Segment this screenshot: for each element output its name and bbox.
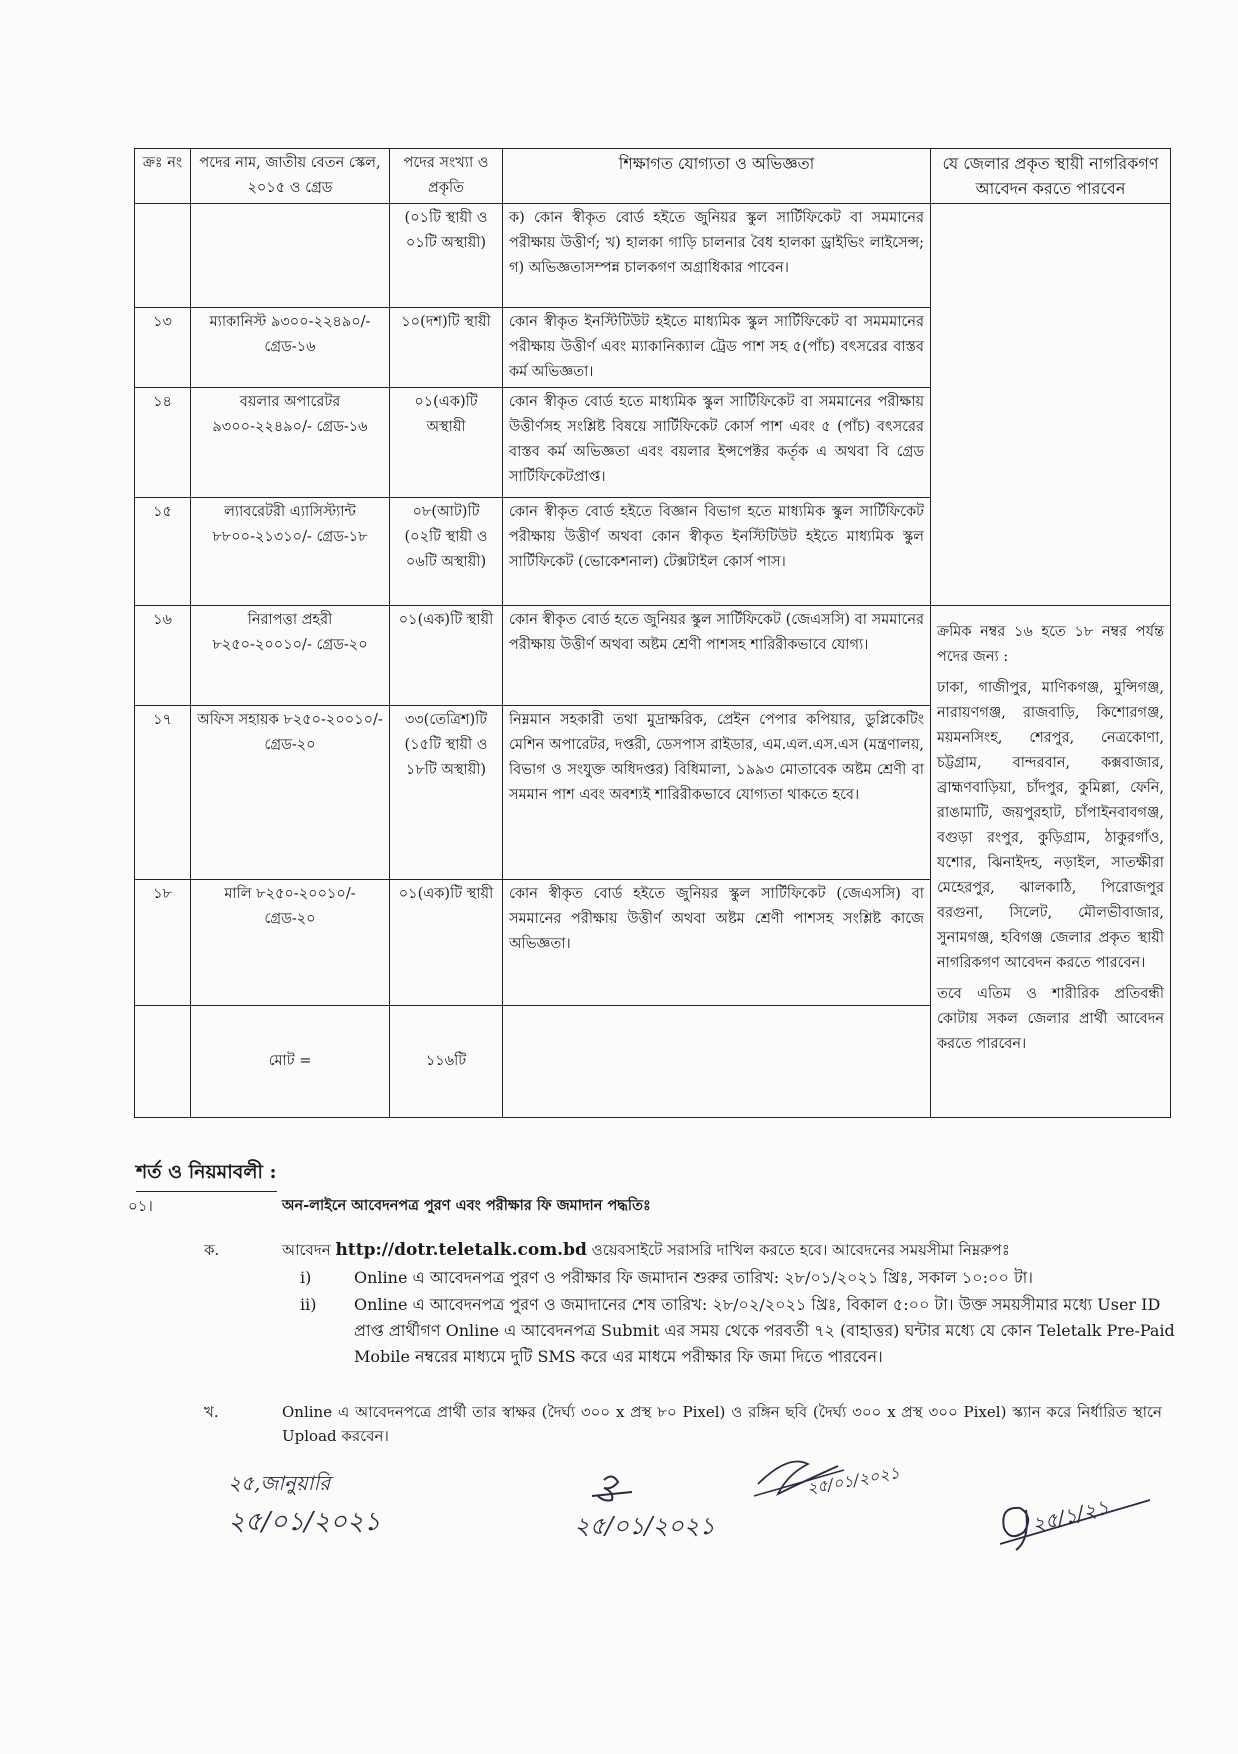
row-post bbox=[191, 204, 390, 308]
ka-suffix: ওয়েবসাইটে সরাসরি দাখিল করতে হবে। আবেদনের সময়সীমা নিম্নরুপঃ bbox=[591, 1241, 1010, 1259]
ka-text bbox=[282, 1238, 1162, 1262]
kha-mark: খ. bbox=[204, 1403, 219, 1421]
row-qualification: কোন স্বীকৃত বোর্ড হতে জুনিয়র স্কুল সার্টিফিকেট (জেএসসি) বা সমমানের পরীক্ষায় উত্তীর্ণ অথবা অষ্টম শ্রেণী পাশসহ শারিরীকভাবে যোগ্য। bbox=[503, 606, 931, 706]
table-header-row bbox=[135, 149, 1171, 204]
application-url-link[interactable]: http://dotr.teletalk.com.bd bbox=[335, 1240, 587, 1260]
signature-3 bbox=[748, 1444, 948, 1528]
header-count: পদের সংখ্যা ও প্রকৃতি bbox=[390, 149, 503, 204]
row-qualification: কোন স্বীকৃত বোর্ড হতে মাধ্যমিক স্কুল সার্টিফিকেট বা সমমানের পরীক্ষায় উত্তীর্ণসহ সংশ্লিষ্ট বিষয়ে সার্টিফিকেট কোর্স পাশ এবং ৫ (পাঁচ) বৎসরের বাস্তব কর্ম অভিজ্ঞতা এবং বয়লার ইন্সপেক্টর কর্তৃক এ অথবা বি গ্রেড সার্টিফিকেটপ্রাপ্ত। bbox=[503, 388, 931, 498]
terms-item-title: অন-লাইনে আবেদনপত্র পুরণ এবং পরীক্ষার ফি জমাদান পদ্ধতিঃ bbox=[282, 1197, 651, 1214]
header-serial: ক্রঃ নং bbox=[135, 149, 191, 204]
row-qualification: নিম্নমান সহকারী তথা মুদ্রাক্ষরিক, প্রেইন পেপার কপিয়ার, ডুপ্লিকেটিং মেশিন অপারেটর, দপ্তরী, ডেসপাস রাইডার, এম.এল.এস.এস (মন্ত্রণালয়, বিভাগ ও সংযুক্ত অধিদপ্তর) বিধিমালা, ১৯৯৩ মোতাবেক অষ্টম শ্রেণী বা সমমান পাশ এবং অবশ্যই শারিরীকভাবে যোগ্যতা থাকতে হবে। bbox=[503, 706, 931, 880]
signature-1-line-2: ২৫/০১/২০২১ bbox=[228, 1507, 381, 1537]
header-post: পদের নাম, জাতীয় বেতন স্কেল, ২০১৫ ও গ্রেড bbox=[191, 149, 390, 204]
item-ii-text: Online এ আবেদনপত্র পুরণ ও জমাদানের শেষ তারিখ: ২৮/০২/২০২১ খ্রিঃ, বিকাল ৫:০০ টা। উক্ত সময়সীমার মধ্যে User ID প্রাপ্ত প্রার্থীগণ Online এ আবেদনপত্র Submit এর সময় থেকে পরবর্তী ৭২ (বাহাত্তর) ঘন্টার মধ্যে যে কোন Teletalk Pre-Paid Mobile নম্বরের মাধ্যমে দুটি SMS করে এর মাধমে পরীক্ষার ফি জমা দিতে পারবেন। bbox=[354, 1295, 1175, 1366]
row-count: ৩৩(তেত্রিশ)টি (১৫টি স্থায়ী ও ১৮টি অস্থায়ী) bbox=[390, 706, 503, 880]
row-serial bbox=[135, 204, 191, 308]
signature-3-date: ২৫/০১/২০২১ bbox=[805, 1462, 902, 1498]
signature-4 bbox=[990, 1468, 1170, 1562]
row-count: ০১(এক)টি স্থায়ী bbox=[390, 880, 503, 1006]
row-serial: ১৭ bbox=[135, 706, 191, 880]
signature-2-date: ২৫/০১/২০২১ bbox=[574, 1512, 715, 1540]
row-count: ০৮(আট)টি (০২টি স্থায়ী ও ০৬টি অস্থায়ী) bbox=[390, 498, 503, 606]
header-district: যে জেলার প্রকৃত স্থায়ী নাগরিকগণ আবেদন করতে পারবেন bbox=[931, 149, 1171, 204]
row-post: ম্যাকানিস্ট ৯৩০০-২২৪৯০/- গ্রেড-১৬ bbox=[191, 308, 390, 388]
row-serial: ১৮ bbox=[135, 880, 191, 1006]
row-count: ০১(এক)টি স্থায়ী bbox=[390, 606, 503, 706]
ka-item-i bbox=[300, 1266, 1180, 1290]
total-value: ১১৬টি bbox=[390, 1006, 503, 1118]
item-i-text: Online এ আবেদনপত্র পুরণ ও পরীক্ষার ফি জমাদান শুরুর তারিখ: ২৮/০১/২০২১ খ্রিঃ, সকাল ১০:০০ টা। bbox=[354, 1268, 1034, 1287]
signature-1 bbox=[228, 1466, 448, 1550]
signature-2 bbox=[574, 1472, 754, 1556]
row-qualification: ক) কোন স্বীকৃত বোর্ড হইতে জুনিয়র স্কুল সার্টিফিকেট বা সমমানের পরীক্ষায় উত্তীর্ণ; খ) হালকা গাড়ি চালনার বৈধ হালকা ড্রাইভিং লাইসেন্স; গ) অভিজ্ঞতাসম্পন্ন চালকগণ অগ্রাধিকার পাবেন। bbox=[503, 204, 931, 308]
ka-mark: ক. bbox=[204, 1241, 220, 1259]
ka-prefix: আবেদন bbox=[282, 1241, 331, 1259]
signature-1-line-1: ২৫,জানুয়ারি bbox=[228, 1471, 331, 1495]
row-serial: ১৪ bbox=[135, 388, 191, 498]
row-serial: ১৩ bbox=[135, 308, 191, 388]
post-table bbox=[134, 148, 1171, 1118]
district-note-footer: তবে এতিম ও শারীরিক প্রতিবন্ধী কোটায় সকল জেলার প্রার্থী আবেদন করতে পারবেন। bbox=[937, 986, 1164, 1052]
row-count: ০১(এক)টি অস্থায়ী bbox=[390, 388, 503, 498]
ka-item-ii bbox=[300, 1292, 1180, 1370]
kha-text: Online এ আবেদনপত্রে প্রার্থী তার স্বাক্ষর (দৈর্ঘ্য ৩০০ x প্রস্থ ৮০ Pixel) ও রঙ্গিন ছবি (দৈর্ঘ্য ৩০০ x প্রস্থ ৩০০ Pixel) স্ক্যান করে নির্ধারিত স্থানে Upload করবেন। bbox=[282, 1403, 1162, 1445]
row-qualification: কোন স্বীকৃত বোর্ড হইতে বিজ্ঞান বিভাগ হতে মাধ্যমিক স্কুল সার্টিফিকেট পরীক্ষায় উত্তীর্ণ অথবা কোন স্বীকৃত ইনস্টিটিউট হইতে মাধ্যমিক স্কুল সার্টিফিকেট (ভোকেশনাল) টেক্সটাইল কোর্স পাস। bbox=[503, 498, 931, 606]
total-qualification bbox=[503, 1006, 931, 1118]
header-qualification: শিক্ষাগত যোগ্যতা ও অভিজ্ঞতা bbox=[503, 149, 931, 204]
table-row bbox=[135, 606, 1171, 706]
row-serial: ১৫ bbox=[135, 498, 191, 606]
district-note bbox=[931, 606, 1171, 1118]
row-post: ল্যাবরেটরী এ্যাসিস্ট্যান্ট ৮৮০০-২১৩১০/- গ্রেড-১৮ bbox=[191, 498, 390, 606]
terms-item-number: ০১। bbox=[128, 1197, 153, 1215]
total-serial bbox=[135, 1006, 191, 1118]
signature-4-date: ২৫/১/২১ bbox=[1029, 1494, 1112, 1537]
row-count: ১০(দশ)টি স্থায়ী bbox=[390, 308, 503, 388]
item-i-mark: i) bbox=[300, 1268, 312, 1287]
row-count: (০১টি স্থায়ী ও ০১টি অস্থায়ী) bbox=[390, 204, 503, 308]
district-note-body: ঢাকা, গাজীপুর, মাণিকগঞ্জ, মুন্সিগঞ্জ, নারায়ণগঞ্জ, রাজবাড়ি, কিশোরগঞ্জ, ময়মনসিংহ, শেরপুর, নেত্রকোণা, চট্টগ্রাম, বান্দরবান, কক্সবাজার, ব্রাহ্মণবাড়িয়া, চাঁদপুর, কুমিল্লা, ফেনি, রাঙামাটি, জয়পুরহাট, চাঁপাইনবাবগঞ্জ, বগুড়া রংপুর, কুড়িগ্রাম, ঠাকুরগাঁও, যশোর, ঝিনাইদহ, নড়াইল, সাতক্ষীরা মেহেরপুর, ঝালকাঠি, পিরোজপুর বরগুনা, সিলেট, মৌলভীবাজার, সুনামগঞ্জ, হবিগঞ্জ জেলার প্রকৃত স্থায়ী নাগরিকগণ আবেদন করতে পারবেন। bbox=[937, 680, 1164, 971]
total-label: মোট = bbox=[191, 1006, 390, 1118]
item-ii-mark: ii) bbox=[300, 1295, 317, 1314]
district-note-heading: ক্রমিক নম্বর ১৬ হতে ১৮ নম্বর পর্যন্ত পদের জন্য : bbox=[937, 624, 1164, 665]
row-post: মালি ৮২৫০-২০০১০/- গ্রেড-২০ bbox=[191, 880, 390, 1006]
table-row bbox=[135, 204, 1171, 308]
row-post: বয়লার অপারেটর ৯৩০০-২২৪৯০/- গ্রেড-১৬ bbox=[191, 388, 390, 498]
row-post: অফিস সহায়ক ৮২৫০-২০০১০/- গ্রেড-২০ bbox=[191, 706, 390, 880]
row-serial: ১৬ bbox=[135, 606, 191, 706]
district-blank-cell bbox=[931, 204, 1171, 606]
row-qualification: কোন স্বীকৃত বোর্ড হইতে জুনিয়র স্কুল সার্টিফিকেট (জেএসসি) বা সমমানের পরীক্ষায় উত্তীর্ণ অথবা অষ্টম শ্রেণী পাশসহ সংশ্লিষ্ট কাজে অভিজ্ঞতা। bbox=[503, 880, 931, 1006]
terms-title: শর্ত ও নিয়মাবলী : bbox=[136, 1158, 277, 1192]
row-post: নিরাপত্তা প্রহরী ৮২৫০-২০০১০/- গ্রেড-২০ bbox=[191, 606, 390, 706]
row-qualification: কোন স্বীকৃত ইনস্টিটিউট হইতে মাধ্যমিক স্কুল সার্টিফিকেট বা সমমমানের পরীক্ষায় উত্তীর্ণ এবং ম্যাকানিক্যাল ট্রেড পাশ সহ ৫(পাঁচ) বৎসরের বাস্তব কর্ম অভিজ্ঞতা। bbox=[503, 308, 931, 388]
